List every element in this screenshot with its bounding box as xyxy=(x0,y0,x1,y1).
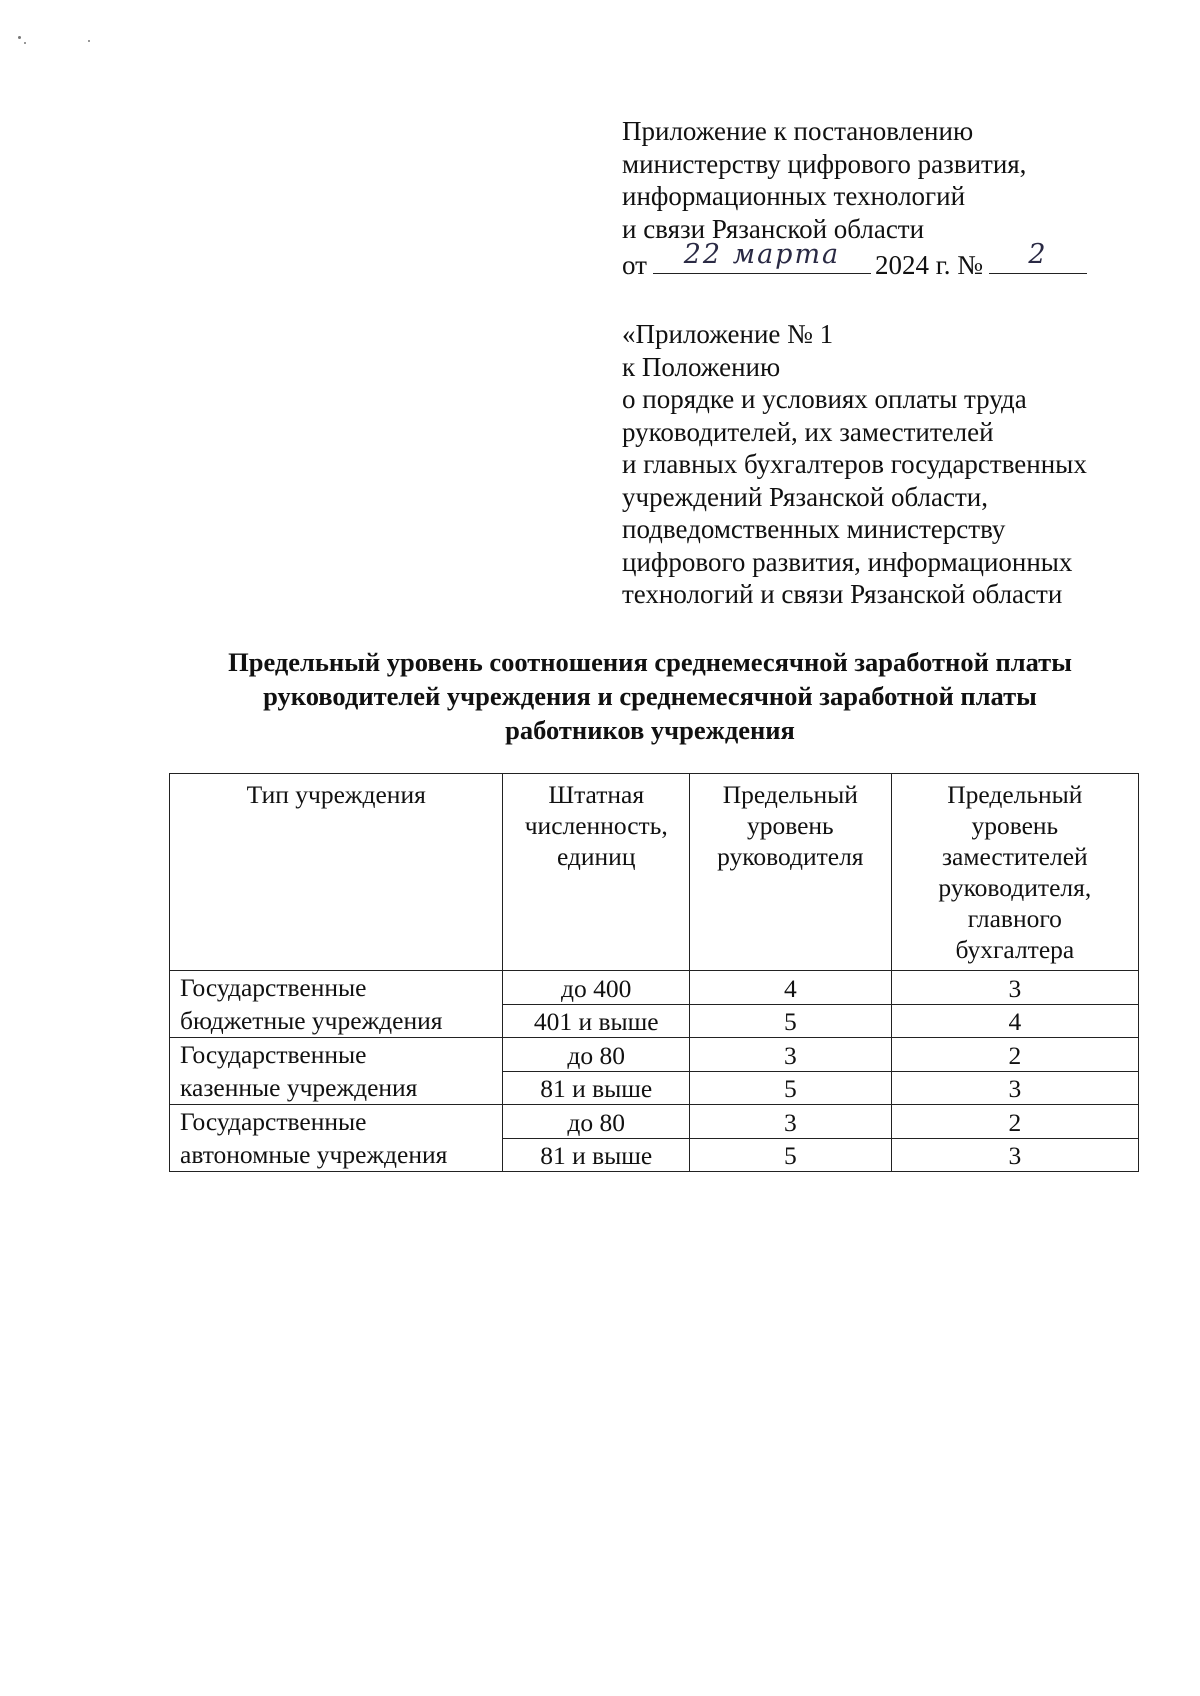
staff-cell: до 80 xyxy=(503,1038,690,1072)
staff-cell: до 400 xyxy=(503,971,690,1005)
appendix-line: Приложение к постановлению xyxy=(622,116,974,146)
institution-type-cell: Государственные бюджетные учреждения xyxy=(170,971,503,1038)
document-title xyxy=(150,645,1150,747)
staff-cell: 81 и выше xyxy=(503,1138,690,1172)
staff-cell: 81 и выше xyxy=(503,1071,690,1105)
scan-speck xyxy=(18,36,21,39)
regulation-line: подведомственных министерству xyxy=(622,514,1006,544)
head-limit-cell: 3 xyxy=(689,1038,891,1072)
deputy-limit-cell: 3 xyxy=(891,971,1138,1005)
deputy-limit-cell: 2 xyxy=(891,1038,1138,1072)
regulation-line: цифрового развития, информационных xyxy=(622,546,1073,577)
appendix-line: министерству цифрового развития, xyxy=(622,148,1027,179)
regulation-line: «Приложение № 1 xyxy=(622,319,834,349)
regulation-line: технологий и связи Рязанской области xyxy=(622,579,1063,609)
scan-speck xyxy=(88,40,90,42)
regulation-line: к Положению xyxy=(622,351,781,382)
date-year: 2024 г. № xyxy=(874,250,983,280)
appendix-line: и связи Рязанской области xyxy=(622,213,925,244)
regulation-line: учреждений Рязанской области, xyxy=(622,481,988,512)
date-prefix: от xyxy=(622,250,647,280)
number-field xyxy=(989,239,1087,274)
title-line: руководителей учреждения и среднемесячной заработной платы xyxy=(263,681,1037,711)
head-limit-cell: 4 xyxy=(689,971,891,1005)
handwritten-number: 2 xyxy=(1028,239,1048,270)
regulation-reference xyxy=(622,318,1162,611)
handwritten-date: 22 марта xyxy=(683,239,841,270)
table-header-row xyxy=(170,774,1139,971)
table-row xyxy=(170,1038,1139,1072)
regulation-line: и главных бухгалтеров государственных xyxy=(622,449,1087,479)
table-row xyxy=(170,1105,1139,1139)
header-deputy-limit: Предельный уровень заместителей руководителя, главного бухгалтера xyxy=(891,774,1138,971)
head-limit-cell: 5 xyxy=(689,1071,891,1105)
staff-cell: 401 и выше xyxy=(503,1004,690,1038)
header-head-limit: Предельный уровень руководителя xyxy=(689,774,891,971)
salary-ratio-table xyxy=(169,773,1139,1172)
appendix-line: информационных технологий xyxy=(622,181,966,211)
institution-type-cell: Государственные автономные учреждения xyxy=(170,1105,503,1172)
regulation-line: о порядке и условиях оплаты труда xyxy=(622,384,1027,414)
head-limit-cell: 5 xyxy=(689,1138,891,1172)
deputy-limit-cell: 4 xyxy=(891,1004,1138,1038)
head-limit-cell: 5 xyxy=(689,1004,891,1038)
staff-cell: до 80 xyxy=(503,1105,690,1139)
header-staff-count: Штатная численность, единиц xyxy=(503,774,690,971)
date-line xyxy=(622,239,1142,282)
deputy-limit-cell: 3 xyxy=(891,1138,1138,1172)
date-field xyxy=(653,239,871,274)
table-row xyxy=(170,971,1139,1005)
title-line: работников учреждения xyxy=(505,715,795,745)
title-line: Предельный уровень соотношения среднемесячной заработной платы xyxy=(228,647,1072,677)
head-limit-cell: 3 xyxy=(689,1105,891,1139)
regulation-line: руководителей, их заместителей xyxy=(622,416,994,447)
header-institution-type: Тип учреждения xyxy=(170,774,503,971)
appendix-header xyxy=(622,115,1142,282)
deputy-limit-cell: 2 xyxy=(891,1105,1138,1139)
institution-type-cell: Государственные казенные учреждения xyxy=(170,1038,503,1105)
deputy-limit-cell: 3 xyxy=(891,1071,1138,1105)
scan-speck xyxy=(24,42,26,44)
